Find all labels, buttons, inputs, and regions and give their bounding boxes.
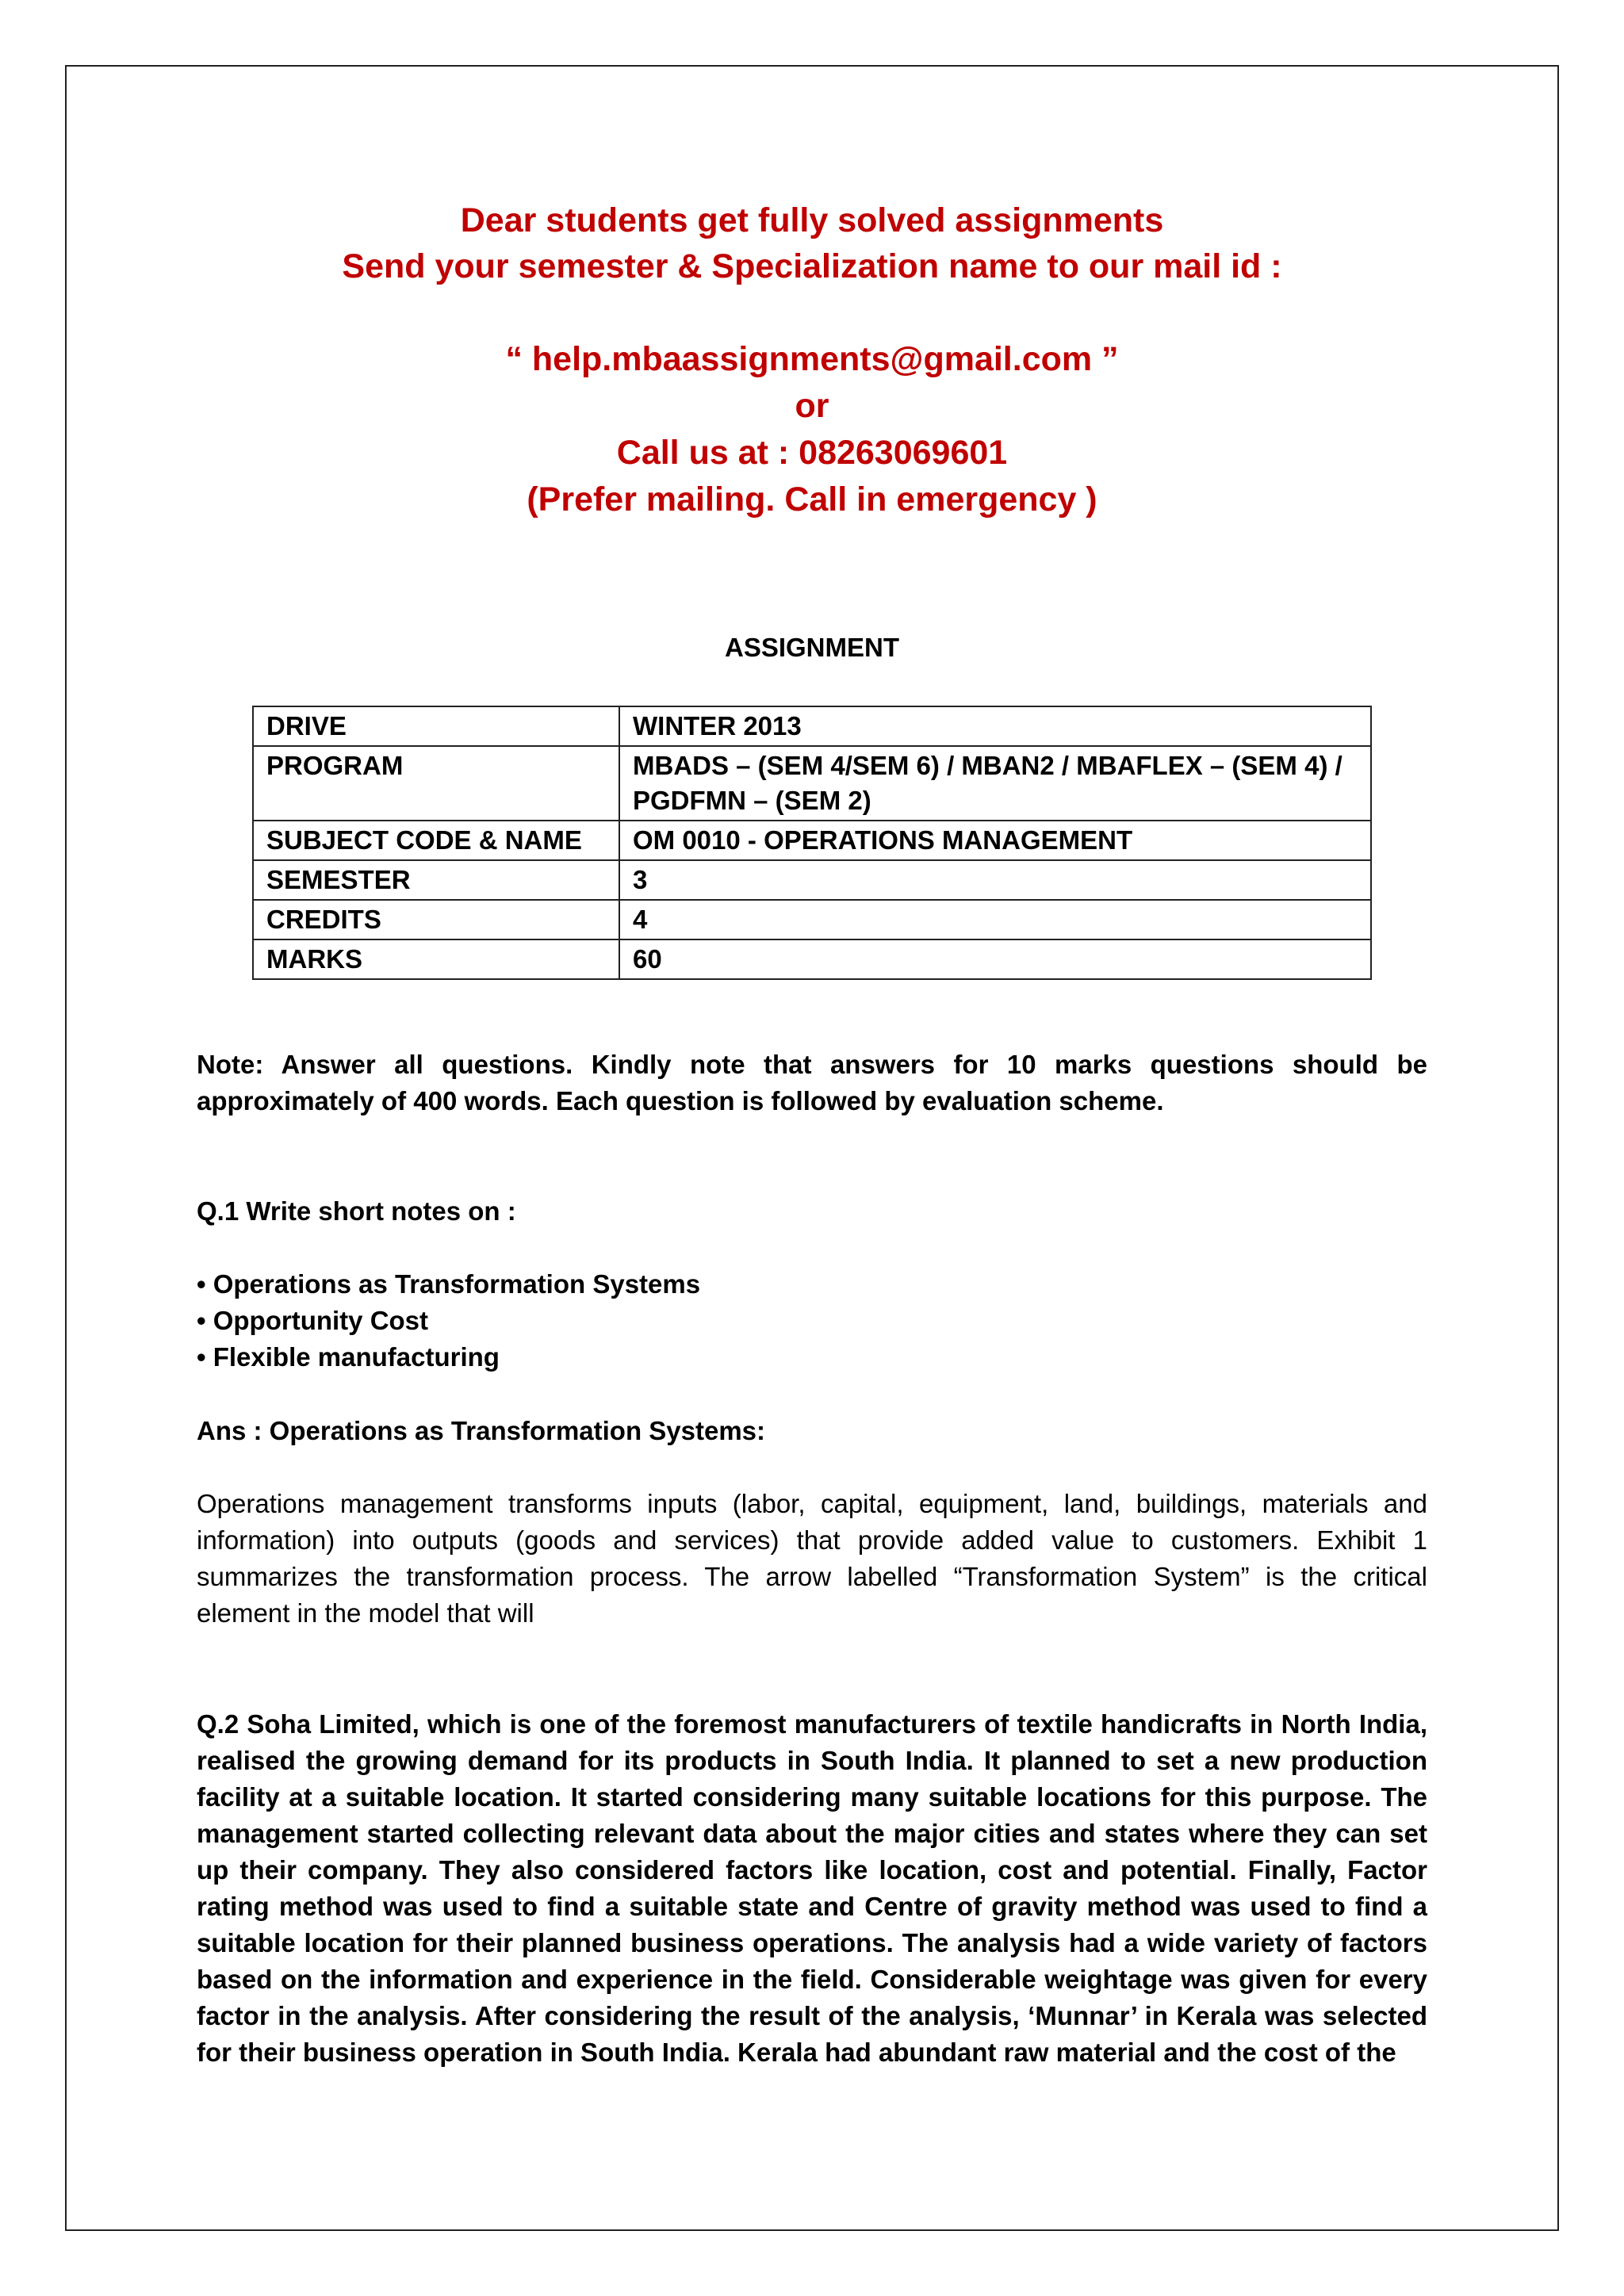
question-1-bullets [197, 1266, 1427, 1376]
bullet-item: • Opportunity Cost [197, 1306, 429, 1335]
bullet-item: • Operations as Transformation Systems [197, 1269, 701, 1299]
row-value: OM 0010 - OPERATIONS MANAGEMENT [619, 821, 1371, 860]
row-label: SUBJECT CODE & NAME [253, 821, 619, 860]
bullet-item: • Flexible manufacturing [197, 1342, 500, 1372]
instructions-note: Note: Answer all questions. Kindly note that answers for 10 marks questions should be approximately of 400 words. Each question is followed by evaluation scheme. [197, 1050, 1427, 1115]
row-value: MBADS – (SEM 4/SEM 6) / MBAN2 / MBAFLEX – (SEM 4) / PGDFMN – (SEM 2) [619, 746, 1371, 821]
question-1-title: Q.1 Write short notes on : [197, 1196, 516, 1226]
promo-line-2: Send your semester & Specialization name to our mail id : [342, 247, 1282, 285]
answer-heading: Ans : Operations as Transformation Systems: [197, 1416, 766, 1445]
row-label: SEMESTER [253, 860, 619, 900]
promo-phone: Call us at : 08263069601 [616, 434, 1008, 472]
promo-note: (Prefer mailing. Call in emergency ) [527, 480, 1097, 519]
table-row [253, 746, 1371, 821]
row-label: CREDITS [253, 900, 619, 939]
promo-line-1: Dear students get fully solved assignments [460, 201, 1164, 239]
table-row [253, 821, 1371, 860]
table-row [253, 939, 1371, 979]
row-value: WINTER 2013 [619, 706, 1371, 746]
answer-body: Operations management transforms inputs (labor, capital, equipment, land, buildings, materials and information) into outputs (goods and services) that provide added value to customers. Exhibit 1 summarizes the transformation process. The arrow labelled “Transformation System” is the critical element in the model that will [197, 1489, 1427, 1628]
table-row [253, 860, 1371, 900]
row-value: 60 [619, 939, 1371, 979]
assignment-heading: ASSIGNMENT [724, 633, 899, 662]
promo-or: or [795, 387, 829, 425]
table-row [253, 706, 1371, 746]
promo-email: “ help.mbaassignments@gmail.com ” [505, 340, 1119, 378]
row-value: 4 [619, 900, 1371, 939]
assignment-info-table [252, 706, 1372, 980]
question-2-text: Q.2 Soha Limited, which is one of the foremost manufacturers of textile handicrafts in North India, realised the growing demand for its products in South India. It planned to set a new production facility at a suitable location. It started considering many suitable locations for this purpose. The management started collecting relevant data about the major cities and states where they can set up their company. They also considered factors like location, cost and potential. Finally, Factor rating method was used to find a suitable state and Centre of gravity method was used to find a suitable location for their planned business operations. The analysis had a wide variety of factors based on the information and experience in the field. Considerable weightage was given for every factor in the analysis. After considering the result of the analysis, ‘Munnar’ in Kerala was selected for their business operation in South India. Kerala had abundant raw material and the cost of the [197, 1709, 1427, 2067]
table-row [253, 900, 1371, 939]
row-label: DRIVE [253, 706, 619, 746]
row-label: PROGRAM [253, 746, 619, 821]
row-value: 3 [619, 860, 1371, 900]
row-label: MARKS [253, 939, 619, 979]
